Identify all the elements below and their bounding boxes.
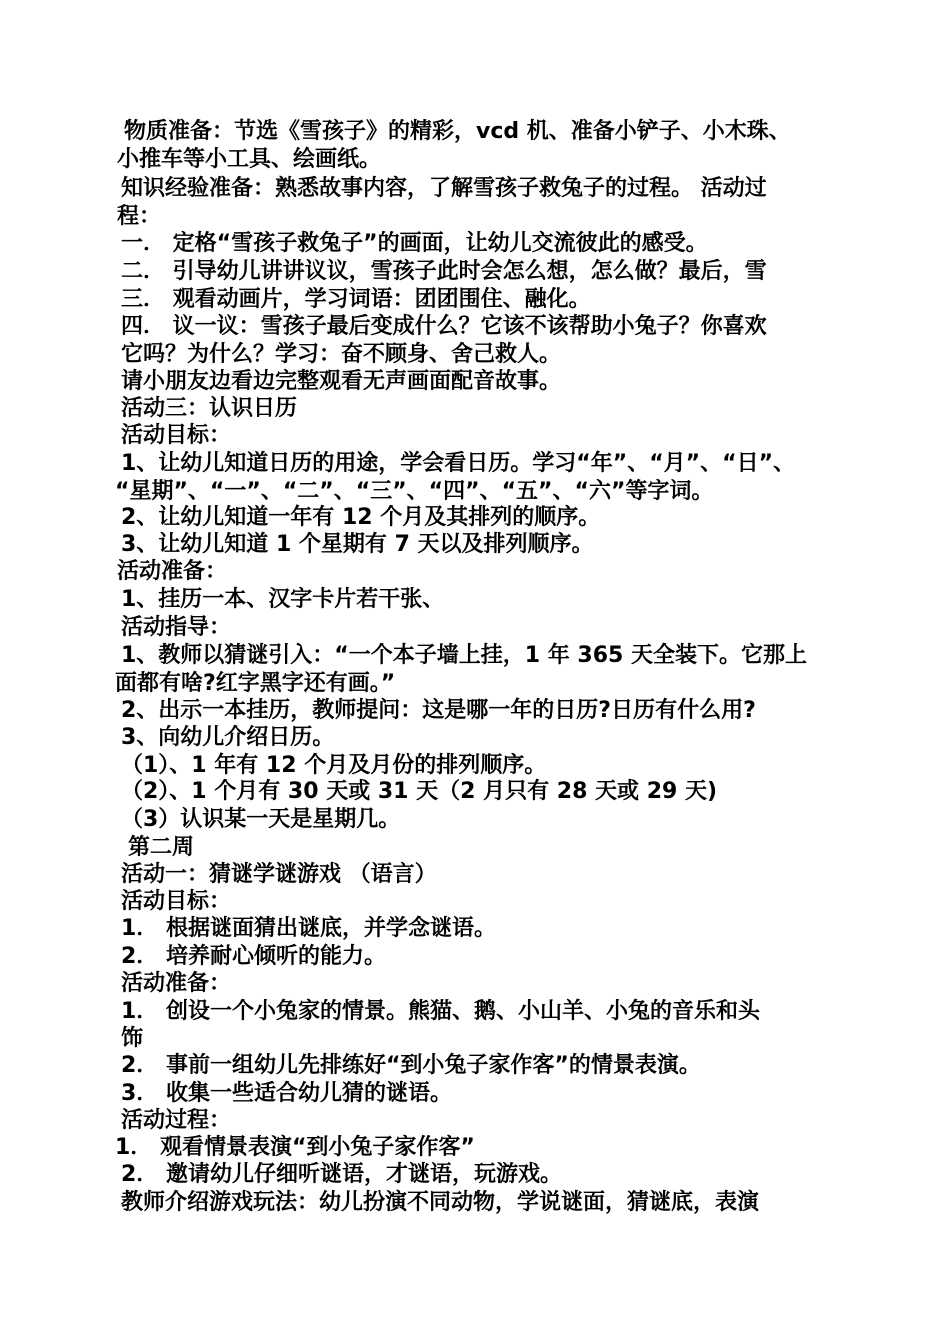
text-line: 3． 收集一些适合幼儿猜的谜语。 bbox=[121, 1081, 452, 1106]
text-line: 物质准备：节选《雪孩子》的精彩，vcd 机、准备小铲子、小木珠、 bbox=[124, 119, 791, 144]
text-line: 小推车等小工具、绘画纸。 bbox=[117, 147, 382, 172]
text-line: 2、让幼儿知道一年有 12 个月及其排列的顺序。 bbox=[121, 505, 601, 530]
text-line: 2． 邀请幼儿仔细听谜语，才谜语，玩游戏。 bbox=[121, 1162, 562, 1187]
text-line: 它吗？为什么？学习：奋不顾身、舍己救人。 bbox=[121, 342, 562, 367]
text-line: 1． 根据谜面猜出谜底，并学念谜语。 bbox=[121, 916, 496, 941]
text-line: 1、挂历一本、汉字卡片若干张、 bbox=[121, 587, 445, 612]
text-line: 四． 议一议：雪孩子最后变成什么？它该不该帮助小兔子？你喜欢 bbox=[121, 314, 767, 339]
section-heading: 活动一：猜谜学谜游戏 （语言） bbox=[121, 862, 437, 887]
text-line: 程： bbox=[117, 204, 162, 229]
text-line: 一． 定格“雪孩子救兔子”的画面，让幼儿交流彼此的感受。 bbox=[121, 231, 708, 256]
text-line: 1． 创设一个小兔家的情景。熊猫、鹅、小山羊、小兔的音乐和头 bbox=[121, 999, 760, 1024]
text-line: 请小朋友边看边完整观看无声画面配音故事。 bbox=[121, 369, 562, 394]
text-line: 1、教师以猜谜引入：“一个本子墙上挂，1 年 365 天全装下。它那上 bbox=[121, 643, 807, 668]
text-line: 教师介绍游戏玩法：幼儿扮演不同动物，学说谜面，猜谜底，表演 bbox=[121, 1190, 760, 1215]
section-heading: 活动目标： bbox=[121, 889, 232, 914]
section-heading: 活动指导： bbox=[121, 615, 232, 640]
text-line: 知识经验准备：熟悉故事内容，了解雪孩子救兔子的过程。 活动过 bbox=[121, 176, 767, 201]
section-heading: 活动目标： bbox=[121, 423, 232, 448]
text-line: （1）、1 年有 12 个月及月份的排列顺序。 bbox=[121, 753, 547, 778]
section-heading: 第二周 bbox=[128, 835, 195, 860]
text-line: 2． 培养耐心倾听的能力。 bbox=[121, 944, 386, 969]
section-heading: 活动准备： bbox=[121, 971, 232, 996]
text-line: 2、出示一本挂历，教师提问：这是哪一年的日历?日历有什么用? bbox=[121, 698, 756, 723]
text-line: 面都有啥?红字黑字还有画。” bbox=[115, 671, 396, 696]
text-line: 三． 观看动画片，学习词语：团团围住、融化。 bbox=[121, 287, 591, 312]
text-line: （3）认识某一天是星期几。 bbox=[121, 807, 401, 832]
text-line: 3、向幼儿介绍日历。 bbox=[121, 725, 335, 750]
text-line: 饰 bbox=[121, 1026, 144, 1051]
text-line: 1、让幼儿知道日历的用途，学会看日历。学习“年”、“月”、“日”、 bbox=[121, 451, 796, 476]
section-heading: 活动过程： bbox=[121, 1108, 232, 1133]
section-heading: 活动三：认识日历 bbox=[121, 396, 298, 421]
text-line: “星期”、“一”、“二”、“三”、“四”、“五”、“六”等字词。 bbox=[115, 479, 714, 504]
text-line: 3、让幼儿知道 1 个星期有 7 天以及排列顺序。 bbox=[121, 532, 594, 557]
text-line: （2）、1 个月有 30 天或 31 天（2 月只有 28 天或 29 天) bbox=[121, 779, 718, 804]
text-line: 二． 引导幼儿讲讲议议，雪孩子此时会怎么想，怎么做？最后，雪 bbox=[121, 259, 767, 284]
text-line: 1． 观看情景表演“到小兔子家作客” bbox=[115, 1135, 475, 1160]
section-heading: 活动准备： bbox=[117, 559, 228, 584]
text-line: 2． 事前一组幼儿先排练好“到小兔子家作客”的情景表演。 bbox=[121, 1053, 701, 1078]
